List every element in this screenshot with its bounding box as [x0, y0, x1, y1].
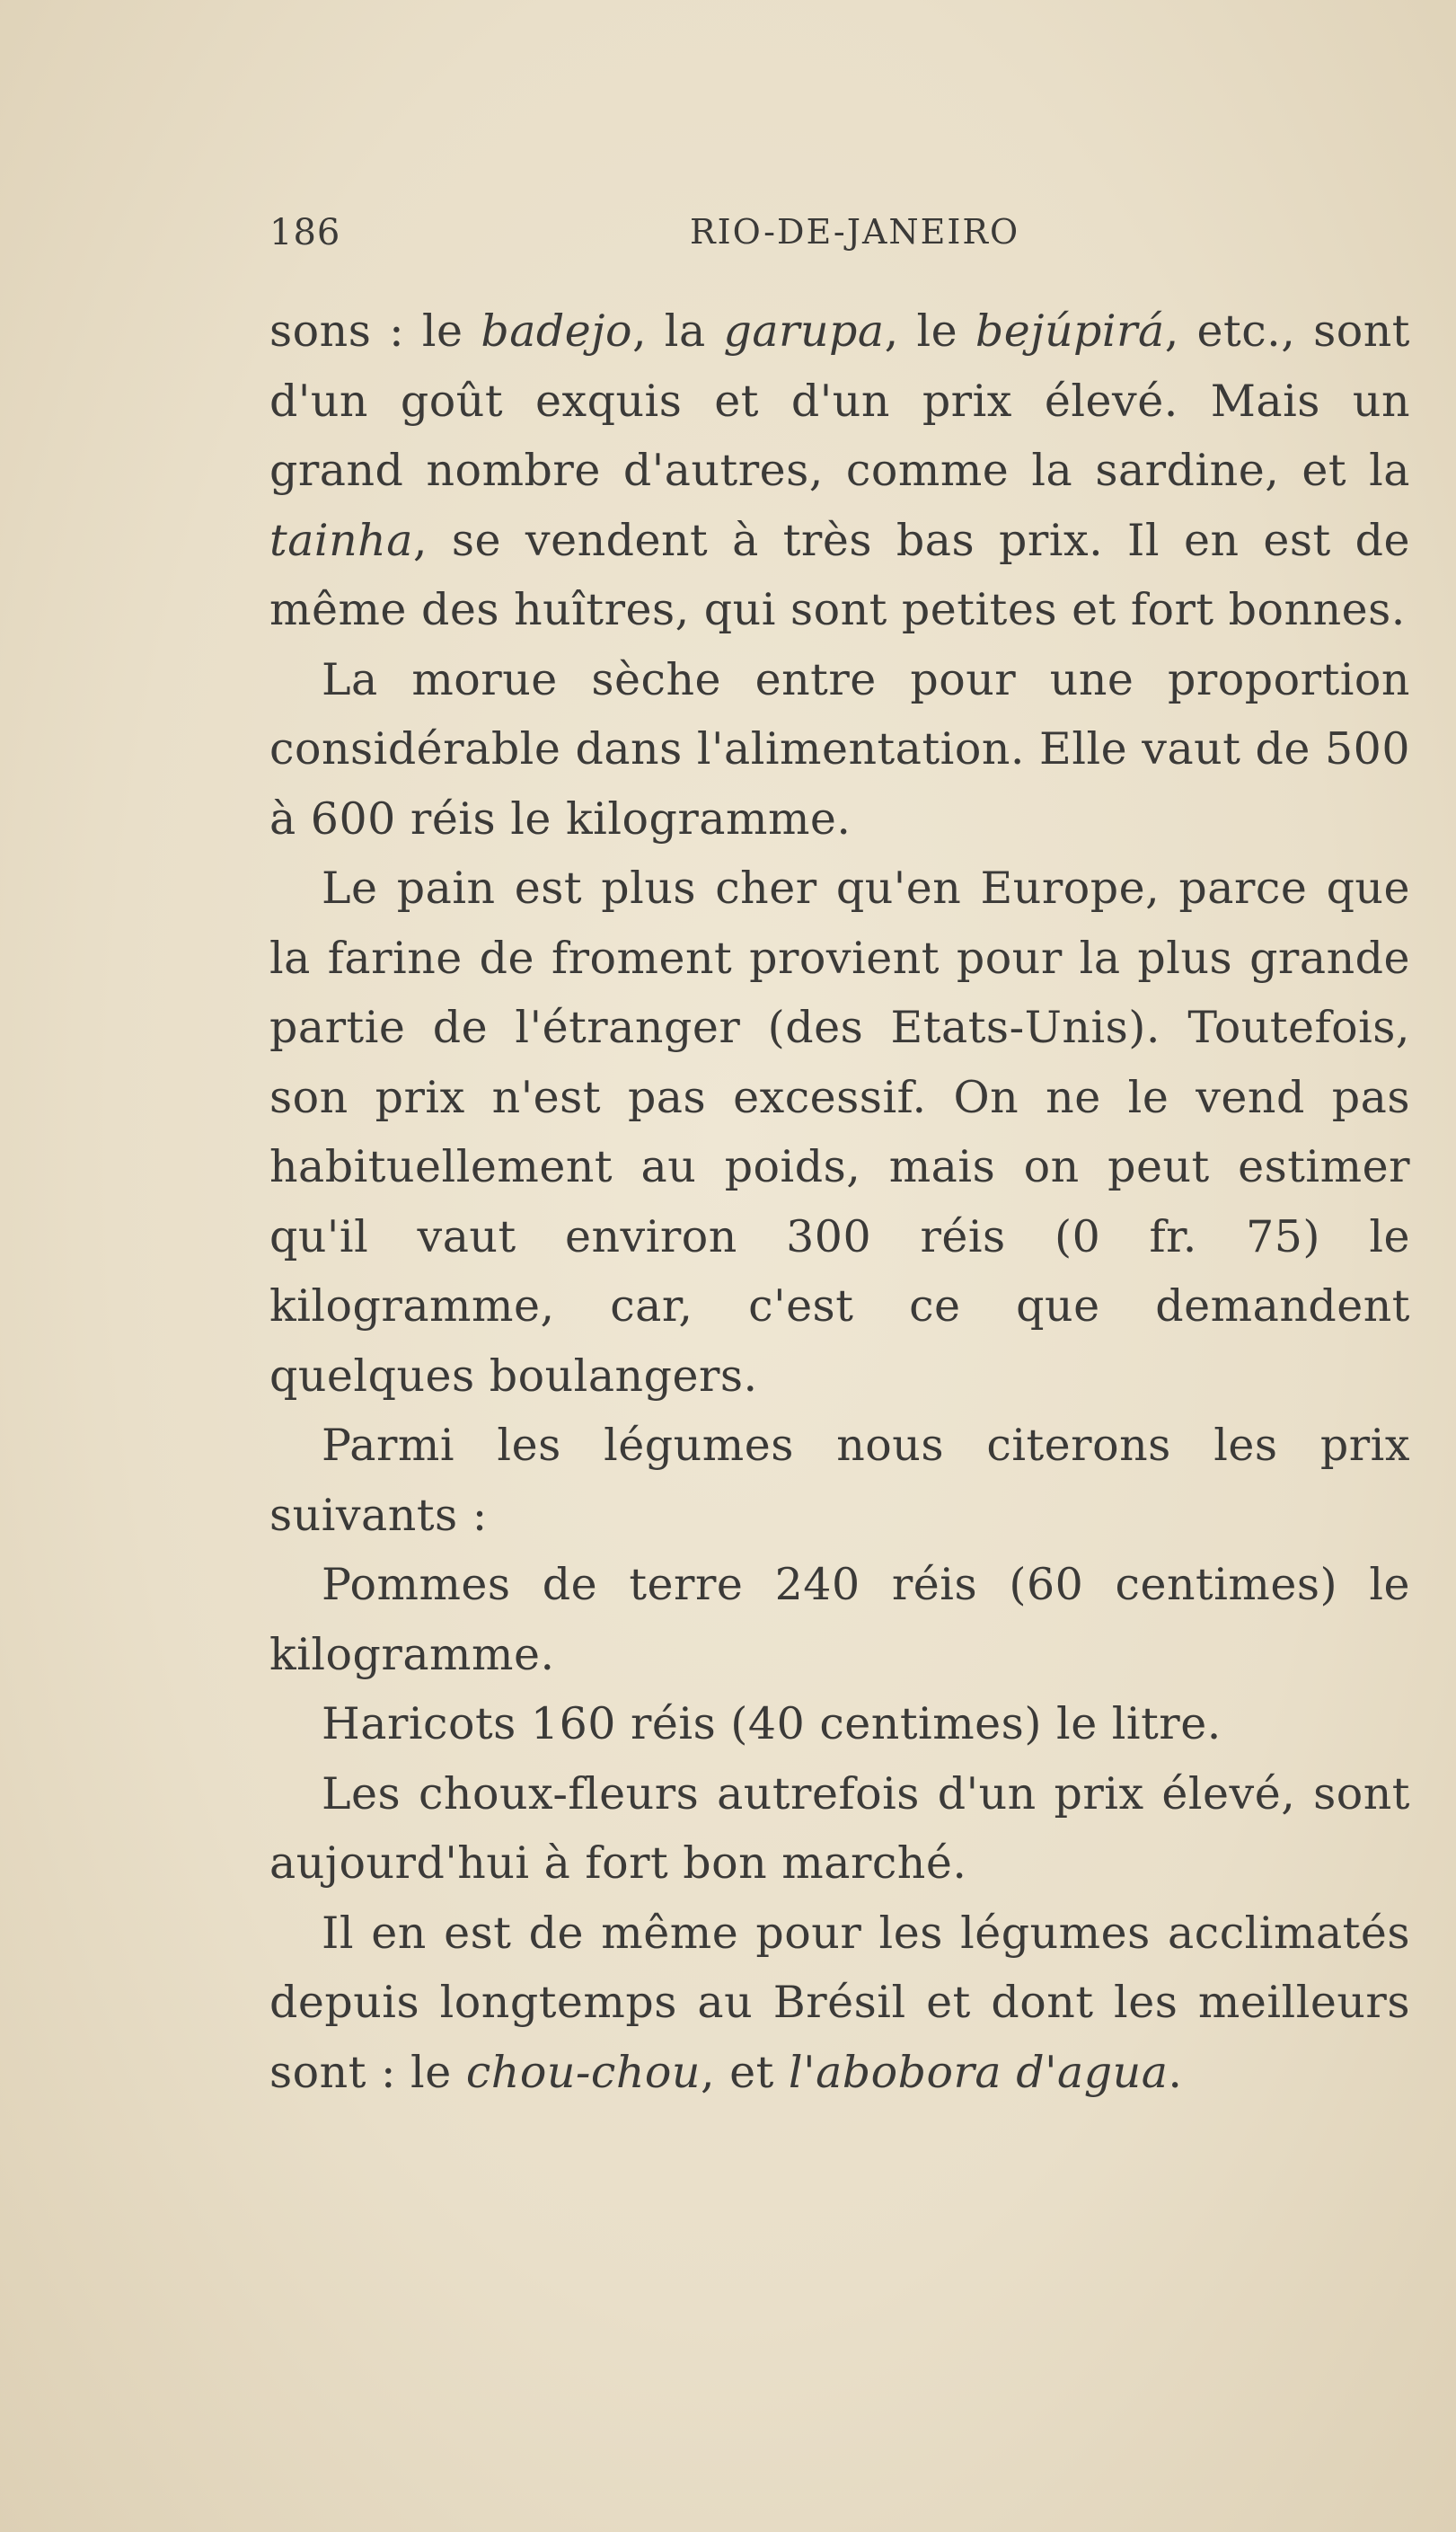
- paragraph-bread: Le pain est plus cher qu'en Europe, parce que la farine de froment provient pour la plus grande partie de l'étranger (des Etats-Unis). Toutefois, son prix n'est pas excessif. On ne le vend pas habituellement au poids, mais on peut estimer qu'il vaut environ 300 réis (0 fr. 75) le kilogramme, car, c'est ce que demandent quelques boulangers.: [269, 863, 1410, 1402]
- text-segment: , la: [631, 305, 724, 357]
- page-header: [269, 212, 1410, 275]
- text-segment: Il en est de même pour les légumes acclimatés depuis longtemps au Brésil et dont les meilleurs sont : le: [269, 1907, 1410, 2098]
- paragraph-beans: Haricots 160 réis (40 centimes) le litre.: [322, 1698, 1222, 1749]
- paragraph-cod: La morue sèche entre pour une proportion considérable dans l'alimentation. Elle vaut de 500 à 600 réis le kilogramme.: [269, 653, 1410, 845]
- running-head: RIO-DE-JANEIRO: [690, 212, 1020, 252]
- text-segment: , se vendent à très bas prix. Il en est de même des huîtres, qui sont petites et fort bonnes.: [269, 514, 1410, 635]
- body-text: [269, 297, 1410, 2107]
- italic-term: bejúpirá: [975, 305, 1165, 357]
- italic-term: chou-chou: [465, 2046, 701, 2098]
- text-segment: , etc., sont d'un goût exquis et d'un prix élevé. Mais un grand nombre d'autres, comme la sardine, et la: [269, 305, 1410, 496]
- paragraph-fish: [269, 297, 1410, 645]
- page-number: 186: [269, 212, 341, 253]
- paragraph-cauliflower: Les choux-fleurs autrefois d'un prix élevé, sont aujourd'hui à fort bon marché.: [269, 1767, 1410, 1889]
- italic-term: l'abobora d'agua: [788, 2046, 1169, 2098]
- text-segment: , et: [701, 2046, 789, 2098]
- italic-term: tainha: [269, 514, 413, 566]
- text-segment: .: [1168, 2046, 1183, 2098]
- text-segment: sons : le: [269, 305, 481, 357]
- paragraph-potatoes: Pommes de terre 240 réis (60 centimes) le kilogramme.: [269, 1559, 1410, 1680]
- italic-term: badejo: [481, 305, 632, 357]
- italic-term: garupa: [723, 305, 885, 357]
- paragraph-acclimated-vegetables: [269, 1899, 1410, 2108]
- text-segment: , le: [884, 305, 975, 357]
- paragraph-vegetables-intro: Parmi les légumes nous citerons les prix suivants :: [269, 1420, 1410, 1541]
